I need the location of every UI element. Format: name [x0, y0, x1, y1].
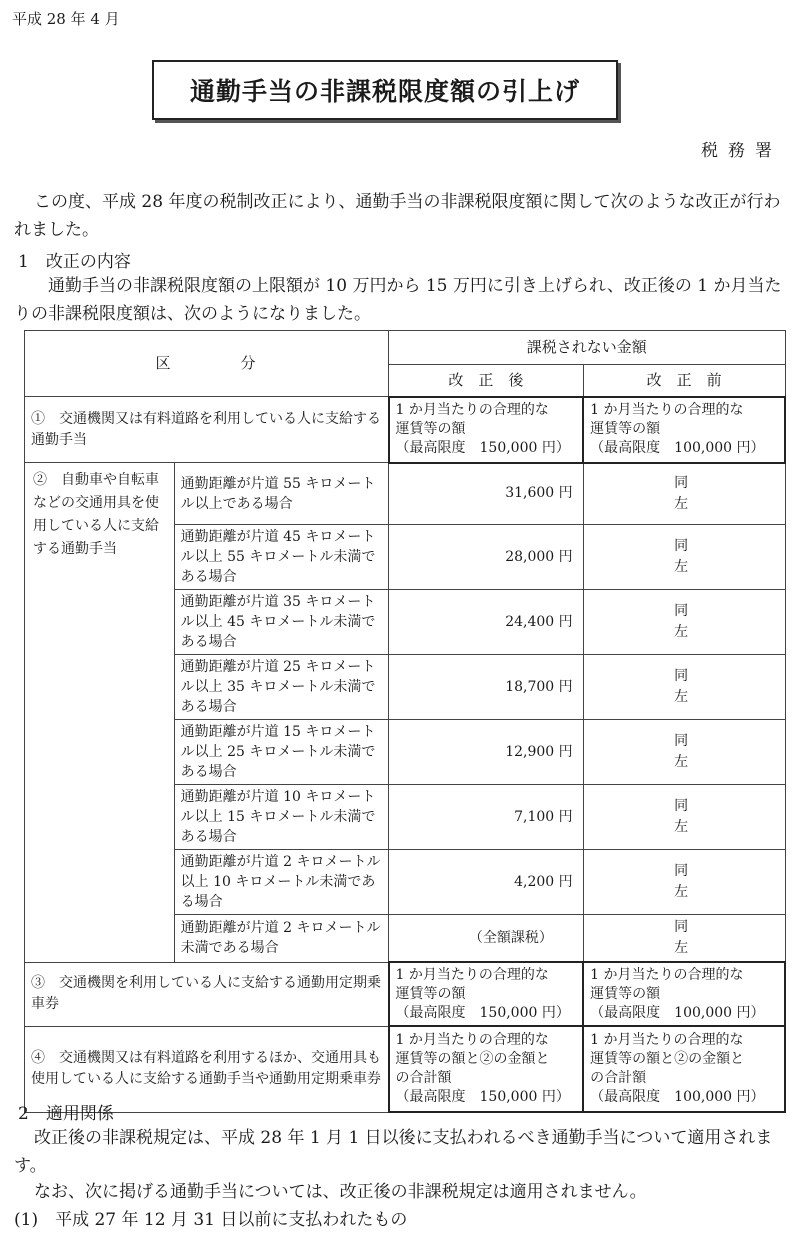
table-row: [25, 1026, 786, 1112]
row4-before-line: の合計額: [590, 1070, 647, 1086]
row2-label: ② 自動車や自転車などの交通用具を使用している人に支給する通勤手当: [25, 463, 175, 963]
header-amount: 課税されない金額: [389, 331, 785, 365]
distance-after: 7,100 円: [389, 785, 584, 850]
distance-before: 同 左: [583, 463, 785, 525]
row4-label: ④ 交通機関又は有料道路を利用するほか、交通用具も使用している人に支給する通勤手当や通勤用定期乗車券: [25, 1026, 389, 1112]
row4-before-line: 運賃等の額と②の金額と: [590, 1051, 745, 1067]
section2-heading: 2 適用関係: [18, 1104, 114, 1124]
row1-before: [583, 397, 785, 463]
row1-after-line: 運賃等の額: [395, 421, 466, 437]
row3-after-line: 1 か月当たりの合理的な: [395, 966, 549, 983]
distance-before: 同 左: [583, 525, 785, 590]
section2-item-1: (1) 平成 27 年 12 月 31 日以前に支払われたもの: [14, 1210, 408, 1230]
distance-before: 同 左: [583, 720, 785, 785]
page-title: 通勤手当の非課税限度額の引上げ: [189, 77, 580, 106]
row3-after: [389, 962, 584, 1026]
distance-label: 通勤距離が片道 35 キロメートル以上 45 キロメートル未満である場合: [174, 590, 388, 655]
distance-before: 同 左: [583, 655, 785, 720]
row4-after: [389, 1026, 584, 1112]
row4-after-line: 1 か月当たりの合理的な: [395, 1032, 549, 1048]
distance-label: 通勤距離が片道 45 キロメートル以上 55 キロメートル未満である場合: [174, 525, 388, 590]
row1-label: ① 交通機関又は有料道路を利用している人に支給する通勤手当: [25, 397, 389, 463]
distance-before: 同 左: [583, 850, 785, 915]
header-kubun: 区 分: [25, 331, 389, 397]
table-row: [25, 397, 786, 463]
distance-after: 18,700 円: [389, 655, 584, 720]
header-after: 改 正 後: [389, 365, 584, 397]
section2-note: なお、次に掲げる通勤手当については、改正後の非課税規定は適用されません。: [34, 1182, 647, 1202]
row4-before-line: 1 か月当たりの合理的な: [590, 1032, 744, 1048]
distance-before: 同 左: [583, 785, 785, 850]
row4-before-line: （最高限度 100,000 円）: [590, 1089, 765, 1105]
allowance-table: [24, 330, 786, 1113]
distance-after: 31,600 円: [389, 463, 584, 525]
intro-paragraph: この度、平成 28 年度の税制改正により、通勤手当の非課税限度額に関して次のような改正が行われました。: [14, 192, 781, 240]
row3-label: ③ 交通機関を利用している人に支給する通勤用定期乗車券: [25, 962, 389, 1026]
row3-before: [583, 962, 785, 1026]
row4-after-line: の合計額: [395, 1070, 452, 1086]
document-date: 平成 28 年 4 月: [12, 10, 120, 28]
distance-label: 通勤距離が片道 55 キロメートル以上である場合: [174, 463, 388, 525]
title-box: [152, 60, 618, 120]
section1-body: 通勤手当の非課税限度額の上限額が 10 万円から 15 万円に引き上げられ、改正後の 1 か月当たりの非課税限度額は、次のようになりました。: [14, 276, 782, 324]
distance-label: 通勤距離が片道 15 キロメートル以上 25 キロメートル未満である場合: [174, 720, 388, 785]
distance-label: 通勤距離が片道 25 キロメートル以上 35 キロメートル未満である場合: [174, 655, 388, 720]
section1-heading: 1 改正の内容: [18, 252, 131, 272]
row1-after-line: （最高限度 150,000 円）: [395, 440, 570, 456]
row3-after-line: 運賃等の額: [395, 985, 466, 1002]
distance-label: 通勤距離が片道 2 キロメートル未満である場合: [174, 915, 388, 963]
section2-body: 改正後の非課税規定は、平成 28 年 1 月 1 日以後に支払われるべき通勤手当について適用されます。: [14, 1128, 773, 1176]
row1-before-line: 1 か月当たりの合理的な: [590, 402, 744, 418]
table-row: [25, 463, 786, 525]
row1-after: [389, 397, 584, 463]
distance-after: 24,400 円: [389, 590, 584, 655]
row1-before-line: 運賃等の額: [590, 421, 661, 437]
distance-before: 同 左: [583, 590, 785, 655]
row1-before-line: （最高限度 100,000 円）: [590, 440, 765, 456]
row3-after-line: （最高限度 150,000 円）: [395, 1004, 570, 1021]
issuer-office: 税務署: [701, 141, 782, 161]
row4-after-line: （最高限度 150,000 円）: [395, 1089, 570, 1105]
row3-before-line: （最高限度 100,000 円）: [590, 1004, 765, 1021]
distance-after: 4,200 円: [389, 850, 584, 915]
row3-before-line: 運賃等の額: [590, 985, 661, 1002]
distance-after: 12,900 円: [389, 720, 584, 785]
row4-before: [583, 1026, 785, 1112]
header-before: 改 正 前: [583, 365, 785, 397]
row3-before-line: 1 か月当たりの合理的な: [590, 966, 744, 983]
distance-after: 28,000 円: [389, 525, 584, 590]
row1-after-line: 1 か月当たりの合理的な: [395, 402, 549, 418]
distance-label: 通勤距離が片道 10 キロメートル以上 15 キロメートル未満である場合: [174, 785, 388, 850]
distance-before: 同 左: [583, 915, 785, 963]
table-row: [25, 962, 786, 1026]
row4-after-line: 運賃等の額と②の金額と: [395, 1051, 550, 1067]
distance-label: 通勤距離が片道 2 キロメートル以上 10 キロメートル未満である場合: [174, 850, 388, 915]
distance-after: （全額課税）: [389, 915, 584, 963]
